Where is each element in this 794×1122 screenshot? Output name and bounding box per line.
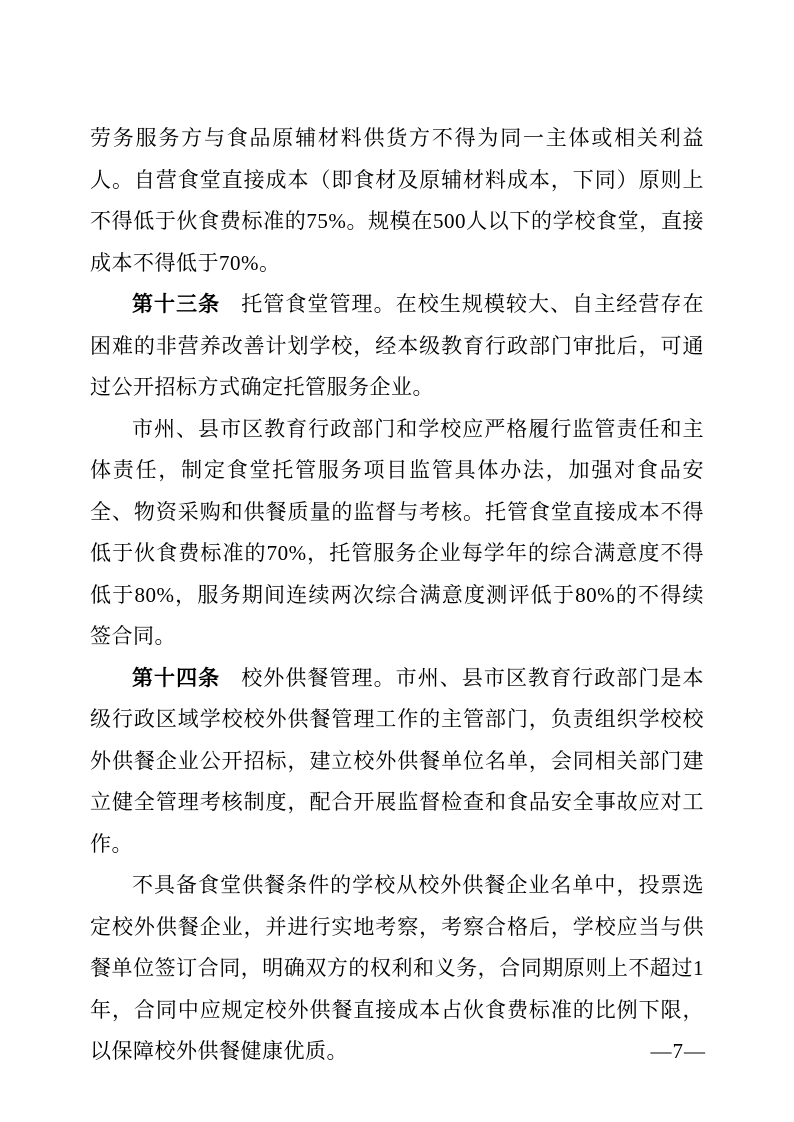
paragraph-text: 劳务服务方与食品原辅材料供货方不得为同一主体或相关利益人。自营食堂直接成本（即食材及原辅材料成本，下同）原则上不得低于伙食费标准的75%。规模在500人以下的学校食堂，直接成本不得低于70%。: [90, 126, 704, 275]
paragraph-text: 托管食堂管理。在校生规模较大、自主经营存在困难的非营养改善计划学校，经本级教育行政部门审批后，可通过公开招标方式确定托管服务企业。: [90, 292, 704, 399]
paragraph: [90, 118, 704, 284]
page-number: —7—: [650, 1039, 706, 1063]
paragraph: [90, 409, 704, 658]
paragraph-text: 市州、县市区教育行政部门和学校应严格履行监管责任和主体责任，制定食堂托管服务项目监管具体办法，加强对食品安全、物资采购和供餐质量的监督与考核。托管食堂直接成本不得低于伙食费标准的70%，托管服务企业每学年的综合满意度不得低于80%，服务期间连续两次综合满意度测评低于80%的不得续签合同。: [90, 416, 704, 648]
paragraph: [90, 284, 704, 409]
paragraph-text: 不具备食堂供餐条件的学校从校外供餐企业名单中，投票选定校外供餐企业，并进行实地考察，考察合格后，学校应当与供餐单位签订合同，明确双方的权利和义务，合同期原则上不超过1年，合同中应规定校外供餐直接成本占伙食费标准的比例下限，以保障校外供餐健康优质。: [90, 873, 704, 1063]
paragraph: [90, 658, 704, 866]
paragraph-text: 校外供餐管理。市州、县市区教育行政部门是本级行政区域学校校外供餐管理工作的主管部门，负责组织学校校外供餐企业公开招标，建立校外供餐单位名单，会同相关部门建立健全管理考核制度，配合开展监督检查和食品安全事故应对工作。: [90, 665, 704, 856]
article-heading: 第十四条: [132, 665, 221, 690]
paragraph: [90, 865, 704, 1073]
document-body: [90, 118, 704, 1073]
article-heading: 第十三条: [132, 292, 221, 316]
